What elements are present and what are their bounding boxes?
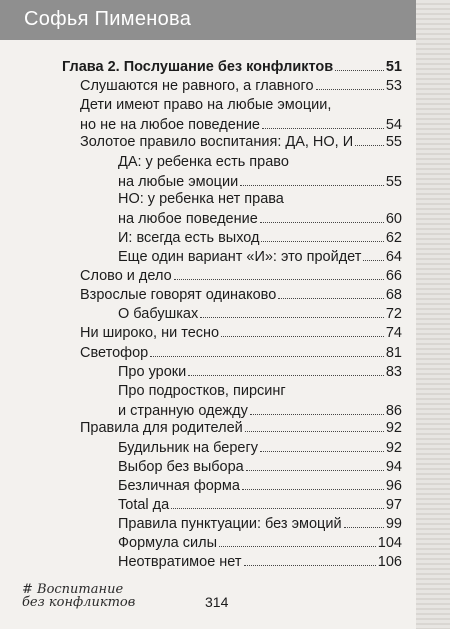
page-number: 314 [205, 594, 229, 610]
leader-dots [246, 470, 384, 471]
toc-entry[interactable] [118, 154, 402, 191]
toc-title: Про уроки [118, 364, 187, 380]
toc-page: 92 [385, 440, 402, 456]
toc-page: 94 [385, 459, 402, 475]
toc-entry[interactable] [118, 191, 402, 228]
leader-dots [174, 279, 384, 280]
toc-title: О бабушках [118, 306, 199, 322]
toc-title: Слушаются не равного, а главного [80, 78, 314, 94]
toc-page: 96 [385, 478, 402, 494]
toc-page: 99 [385, 516, 402, 532]
leader-dots [260, 222, 384, 223]
toc-entry[interactable] [118, 383, 402, 420]
toc-title: Будильник на берегу [118, 440, 258, 456]
toc-entry[interactable] [118, 306, 402, 323]
leader-dots [335, 70, 384, 71]
toc-page: 51 [385, 59, 402, 75]
toc-entry[interactable] [118, 554, 402, 571]
toc-entry[interactable] [80, 325, 402, 342]
leader-dots [221, 336, 384, 337]
toc-title: на любые эмоции [118, 174, 239, 190]
toc-title: Светофор [80, 345, 149, 361]
toc-title: Выбор без выбора [118, 459, 244, 475]
toc-title: И: всегда есть выход [118, 230, 260, 246]
leader-dots [150, 356, 384, 357]
toc-page: 106 [377, 554, 402, 570]
leader-dots [245, 431, 384, 432]
toc-page: 81 [385, 345, 402, 361]
toc-title: Взрослые говорят одинаково [80, 287, 277, 303]
toc-entry[interactable] [118, 230, 402, 247]
leader-dots [188, 375, 384, 376]
toc-page: 66 [385, 268, 402, 284]
toc-entry[interactable] [118, 440, 402, 457]
leader-dots [355, 145, 384, 146]
page-edge [416, 0, 450, 629]
toc-entry[interactable] [80, 78, 402, 95]
toc-entry[interactable] [118, 364, 402, 381]
series-tag-line: # Воспитание [22, 582, 124, 597]
author-name: Софья Пименова [24, 8, 192, 30]
toc-title-line: Про подростков, пирсинг [118, 383, 286, 399]
toc-entry[interactable] [118, 535, 402, 552]
toc-page: 97 [385, 497, 402, 513]
toc-title: Глава 2. Послушание без конфликтов [62, 59, 334, 75]
leader-dots [262, 128, 384, 129]
toc-entry[interactable] [80, 345, 402, 362]
toc-title: Правила для родителей [80, 420, 243, 436]
toc-page: 64 [385, 249, 402, 265]
toc-entry[interactable] [80, 97, 402, 134]
toc-title: Золотое правило воспитания: ДА, НО, И [80, 134, 354, 150]
toc-page: 53 [385, 78, 402, 94]
toc-title-line: НО: у ребенка нет права [118, 191, 284, 207]
toc-page: 104 [377, 535, 402, 551]
toc-entry[interactable] [118, 497, 402, 514]
toc-entry[interactable] [118, 516, 402, 533]
toc-title: Ни широко, ни тесно [80, 325, 220, 341]
toc-entry[interactable] [80, 134, 402, 151]
toc-entry-chapter[interactable] [62, 59, 402, 76]
leader-dots [240, 185, 384, 186]
toc-page: 83 [385, 364, 402, 380]
toc-page: 68 [385, 287, 402, 303]
toc-page: 55 [385, 174, 402, 190]
toc-entry[interactable] [80, 287, 402, 304]
leader-dots [316, 89, 384, 90]
toc-title: Слово и дело [80, 268, 172, 284]
leader-dots [244, 565, 376, 566]
toc-page: 72 [385, 306, 402, 322]
toc-page: 74 [385, 325, 402, 341]
toc-title: Неотвратимое нет [118, 554, 242, 570]
toc-page: 92 [385, 420, 402, 436]
leader-dots [250, 414, 384, 415]
toc-entry[interactable] [118, 459, 402, 476]
leader-dots [260, 451, 384, 452]
toc-page: 62 [385, 230, 402, 246]
leader-dots [171, 508, 384, 509]
toc-entry[interactable] [118, 249, 402, 266]
leader-dots [200, 317, 384, 318]
leader-dots [219, 546, 376, 547]
toc-entry[interactable] [80, 268, 402, 285]
toc-page: 54 [385, 117, 402, 133]
toc-title: но не на любое поведение [80, 117, 260, 133]
toc-title: Еще один вариант «И»: это пройдет [118, 249, 362, 265]
leader-dots [242, 489, 384, 490]
toc-entry[interactable] [118, 478, 402, 495]
series-tag-line: без конфликтов [22, 595, 136, 610]
toc-title: Формула силы [118, 535, 218, 551]
leader-dots [278, 298, 384, 299]
toc-title-line: ДА: у ребенка есть право [118, 154, 289, 170]
toc-title-line: Дети имеют право на любые эмоции, [80, 97, 332, 113]
toc-title: и странную одежду [118, 403, 248, 419]
toc-title: Правила пунктуации: без эмоций [118, 516, 342, 532]
leader-dots [363, 260, 383, 261]
toc-page: 86 [385, 403, 402, 419]
toc-page: 60 [385, 211, 402, 227]
leader-dots [344, 527, 384, 528]
toc-title: Total да [118, 497, 170, 513]
leader-dots [261, 241, 383, 242]
toc-entry[interactable] [80, 420, 402, 437]
toc-title: на любое поведение [118, 211, 258, 227]
toc-title: Безличная форма [118, 478, 240, 494]
series-tag [22, 583, 135, 609]
toc-page: 55 [385, 134, 402, 150]
